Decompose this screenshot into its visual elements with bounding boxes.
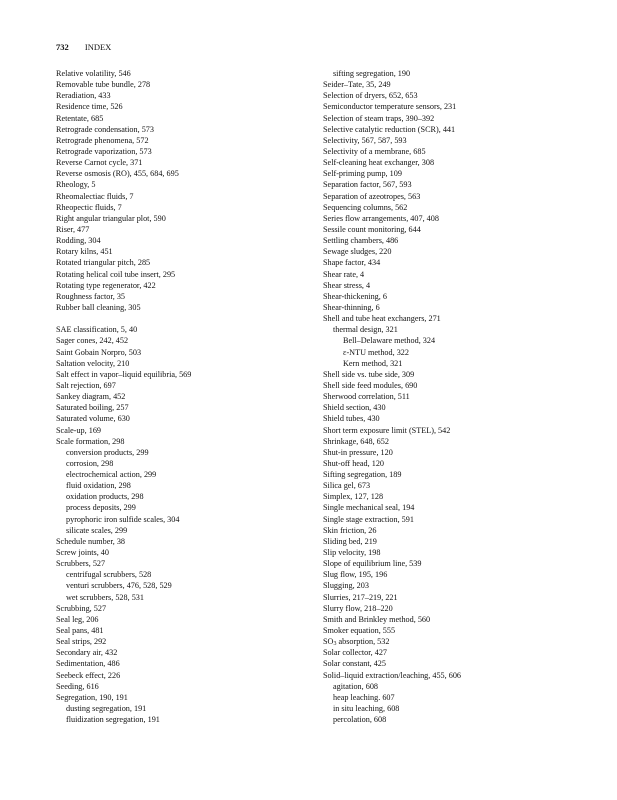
section-title: INDEX: [84, 42, 112, 52]
index-entry: Silica gel, 673: [323, 481, 371, 491]
index-entry: Sifting segregation, 189: [323, 470, 402, 480]
index-entry: Sedimentation, 486: [56, 659, 120, 669]
index-entry: Sessile count monitoring, 644: [323, 224, 421, 234]
index-entry: Sequencing columns, 562: [323, 202, 408, 212]
index-entry: Smith and Brinkley method, 560: [323, 614, 431, 624]
index-entry: Semiconductor temperature sensors, 231: [323, 102, 457, 112]
index-entry: Slug flow, 195, 196: [323, 570, 388, 580]
index-subentry: Kern method, 321: [343, 358, 403, 368]
index-entry: SAE classification, 5, 40: [56, 325, 138, 335]
index-subentry: thermal design, 321: [333, 325, 398, 335]
index-entry: Relative volatility, 546: [56, 69, 131, 78]
index-entry: $SO_3$ absorption, 532: [323, 637, 390, 648]
index-entry: Shell and tube heat exchangers, 271: [323, 314, 441, 324]
index-entry: Solar collector, 427: [323, 648, 388, 658]
index-entry: Self-priming pump, 109: [323, 169, 402, 179]
index-entry: Sankey diagram, 452: [56, 392, 126, 402]
index-entry: Saltation velocity, 210: [56, 358, 130, 368]
index-entry: Simplex, 127, 128: [323, 492, 384, 502]
index-entry: Seeding, 616: [56, 681, 99, 691]
index-entry: Scrubbing, 527: [56, 603, 107, 613]
index-entry: Seal pans, 481: [56, 626, 104, 636]
index-entry: Retrograde vaporization, 573: [56, 146, 152, 156]
index-entry: Retrograde phenomena, 572: [56, 135, 149, 145]
index-entry: Shell side feed modules, 690: [323, 380, 418, 390]
index-column-left: [56, 68, 306, 725]
index-entry: Screw joints, 40: [56, 548, 109, 558]
index-subentry: pyrophoric iron sulfide scales, 304: [66, 514, 180, 524]
index-entry: Rotary kilns, 451: [56, 247, 113, 257]
index-entry: Salt rejection, 697: [56, 380, 116, 390]
index-entry: Shut-in pressure, 120: [323, 447, 393, 457]
index-entry: Shear stress, 4: [323, 280, 371, 290]
index-entry: Shape factor, 434: [323, 258, 381, 268]
index-column-right: [323, 68, 573, 725]
index-entry: Saturated boiling, 257: [56, 403, 129, 413]
index-entry: Sliding bed, 219: [323, 536, 377, 546]
index-entry: Selectivity of a membrane, 685: [323, 146, 426, 156]
index-entry: Scrubbers, 527: [56, 559, 106, 569]
running-header: [56, 42, 111, 52]
index-entry: Smoker equation, 555: [323, 626, 396, 636]
index-entry: Scale formation, 298: [56, 436, 125, 446]
index-subentry: fluid oxidation, 298: [66, 481, 131, 491]
index-entry: Sherwood correlation, 511: [323, 392, 410, 402]
index-subentry: conversion products, 299: [66, 447, 149, 457]
index-subentry: centrifugal scrubbers, 528: [66, 570, 152, 580]
index-subentry: Bell–Delaware method, 324: [343, 336, 436, 346]
index-entry: Removable tube bundle, 278: [56, 80, 151, 90]
index-entry: Rheopectic fluids, 7: [56, 202, 122, 212]
index-entry: Reverse osmosis (RO), 455, 684, 695: [56, 169, 179, 179]
index-entry: Scale-up, 169: [56, 425, 102, 435]
index-subentry: wet scrubbers, 528, 531: [66, 592, 144, 602]
index-entry: Shear rate, 4: [323, 269, 365, 279]
index-entry: Selectivity, 567, 587, 593: [323, 135, 407, 145]
index-subentry: oxidation products, 298: [66, 492, 144, 502]
index-entry: Rodding, 304: [56, 236, 101, 246]
index-entry: Shield tubes, 430: [323, 414, 380, 424]
index-entry: Rotated triangular pitch, 285: [56, 258, 151, 268]
index-subentry: ε-NTU method, 322: [343, 347, 409, 357]
index-entry: Reradiation, 433: [56, 91, 111, 101]
index-entry: Retentate, 685: [56, 113, 104, 123]
index-entry: Selective catalytic reduction (SCR), 441: [323, 124, 456, 134]
index-entry: Separation of azeotropes, 563: [323, 191, 421, 201]
index-entry: Rotating type regenerator, 422: [56, 280, 156, 290]
index-entry: Rubber ball cleaning, 305: [56, 302, 141, 312]
index-subentry: agitation, 608: [333, 681, 379, 691]
index-entry: Schedule number, 38: [56, 536, 126, 546]
index-entry: Seider–Tate, 35, 249: [323, 80, 391, 90]
index-entry: Selection of dryers, 652, 653: [323, 91, 418, 101]
index-entry: Segregation, 190, 191: [56, 692, 128, 702]
index-subentry: dusting segregation, 191: [66, 704, 147, 714]
index-entry: Series flow arrangements, 407, 408: [323, 213, 439, 223]
index-entry: Salt effect in vapor–liquid equilibria, 569: [56, 369, 192, 379]
index-entry: Riser, 477: [56, 224, 90, 234]
index-entry: Reverse Carnot cycle, 371: [56, 158, 143, 168]
index-entry: Shell side vs. tube side, 309: [323, 369, 415, 379]
index-entry: Rheomalectiac fluids, 7: [56, 191, 134, 201]
index-entry: Self-cleaning heat exchanger, 308: [323, 158, 435, 168]
index-subentry: fluidization segregation, 191: [66, 715, 160, 725]
index-entry: Slope of equilibrium line, 539: [323, 559, 422, 569]
index-entry: Saturated volume, 630: [56, 414, 130, 424]
index-entry: Shield section, 430: [323, 403, 386, 413]
index-entry: Sewage sludges, 220: [323, 247, 392, 257]
index-subentry: venturi scrubbers, 476, 528, 529: [66, 581, 172, 591]
index-entry: Roughness factor, 35: [56, 291, 126, 301]
index-entry: Separation factor, 567, 593: [323, 180, 412, 190]
index-entry: Solar constant, 425: [323, 659, 386, 669]
index-subentry: percolation, 608: [333, 715, 387, 725]
index-entry: Shut-off head, 120: [323, 458, 385, 468]
index-entry: Shear-thickening, 6: [323, 291, 387, 301]
index-entry: Seebeck effect, 226: [56, 670, 121, 680]
index-entry: Slugging, 203: [323, 581, 369, 591]
index-subentry: heap leaching. 607: [333, 692, 395, 702]
index-entry: Slurries, 217–219, 221: [323, 592, 398, 602]
index-entry: Retrograde condensation, 573: [56, 124, 154, 134]
index-entry: Slurry flow, 218–220: [323, 603, 393, 613]
index-entry: Settling chambers, 486: [323, 236, 399, 246]
index-entry: Secondary air, 432: [56, 648, 118, 658]
index-entry: Single stage extraction, 591: [323, 514, 414, 524]
index-entry: Right angular triangular plot, 590: [56, 213, 166, 223]
index-entry: Selection of steam traps, 390–392: [323, 113, 435, 123]
page-number: 732: [56, 42, 69, 52]
index-subentry: corrosion, 298: [66, 458, 114, 468]
index-subentry: in situ leaching, 608: [333, 704, 400, 714]
index-entry: Short term exposure limit (STEL), 542: [323, 425, 451, 435]
index-subentry: silicate scales, 299: [66, 525, 128, 535]
index-subentry: process deposits, 299: [66, 503, 136, 513]
index-entry: Rotating helical coil tube insert, 295: [56, 269, 176, 279]
index-gap: [56, 313, 306, 324]
index-entry: Saint Gobain Norpro, 503: [56, 347, 142, 357]
index-entry: Solid–liquid extraction/leaching, 455, 606: [323, 670, 462, 680]
index-entry: Seal leg, 206: [56, 614, 99, 624]
index-subentry: sifting segregation, 190: [333, 69, 411, 78]
index-entry: Rheology, 5: [56, 180, 96, 190]
index-subentry: electrochemical action, 299: [66, 470, 157, 480]
index-entry: Shear-thinning, 6: [323, 302, 380, 312]
index-entry: Skin friction, 26: [323, 525, 377, 535]
index-entry: Residence time, 526: [56, 102, 123, 112]
index-entry: Sager cones, 242, 452: [56, 336, 129, 346]
index-entry: Single mechanical seal, 194: [323, 503, 415, 513]
index-entry: Shrinkage, 648, 652: [323, 436, 389, 446]
index-entry: Seal strips, 292: [56, 637, 107, 647]
index-entry: Slip velocity, 198: [323, 548, 381, 558]
